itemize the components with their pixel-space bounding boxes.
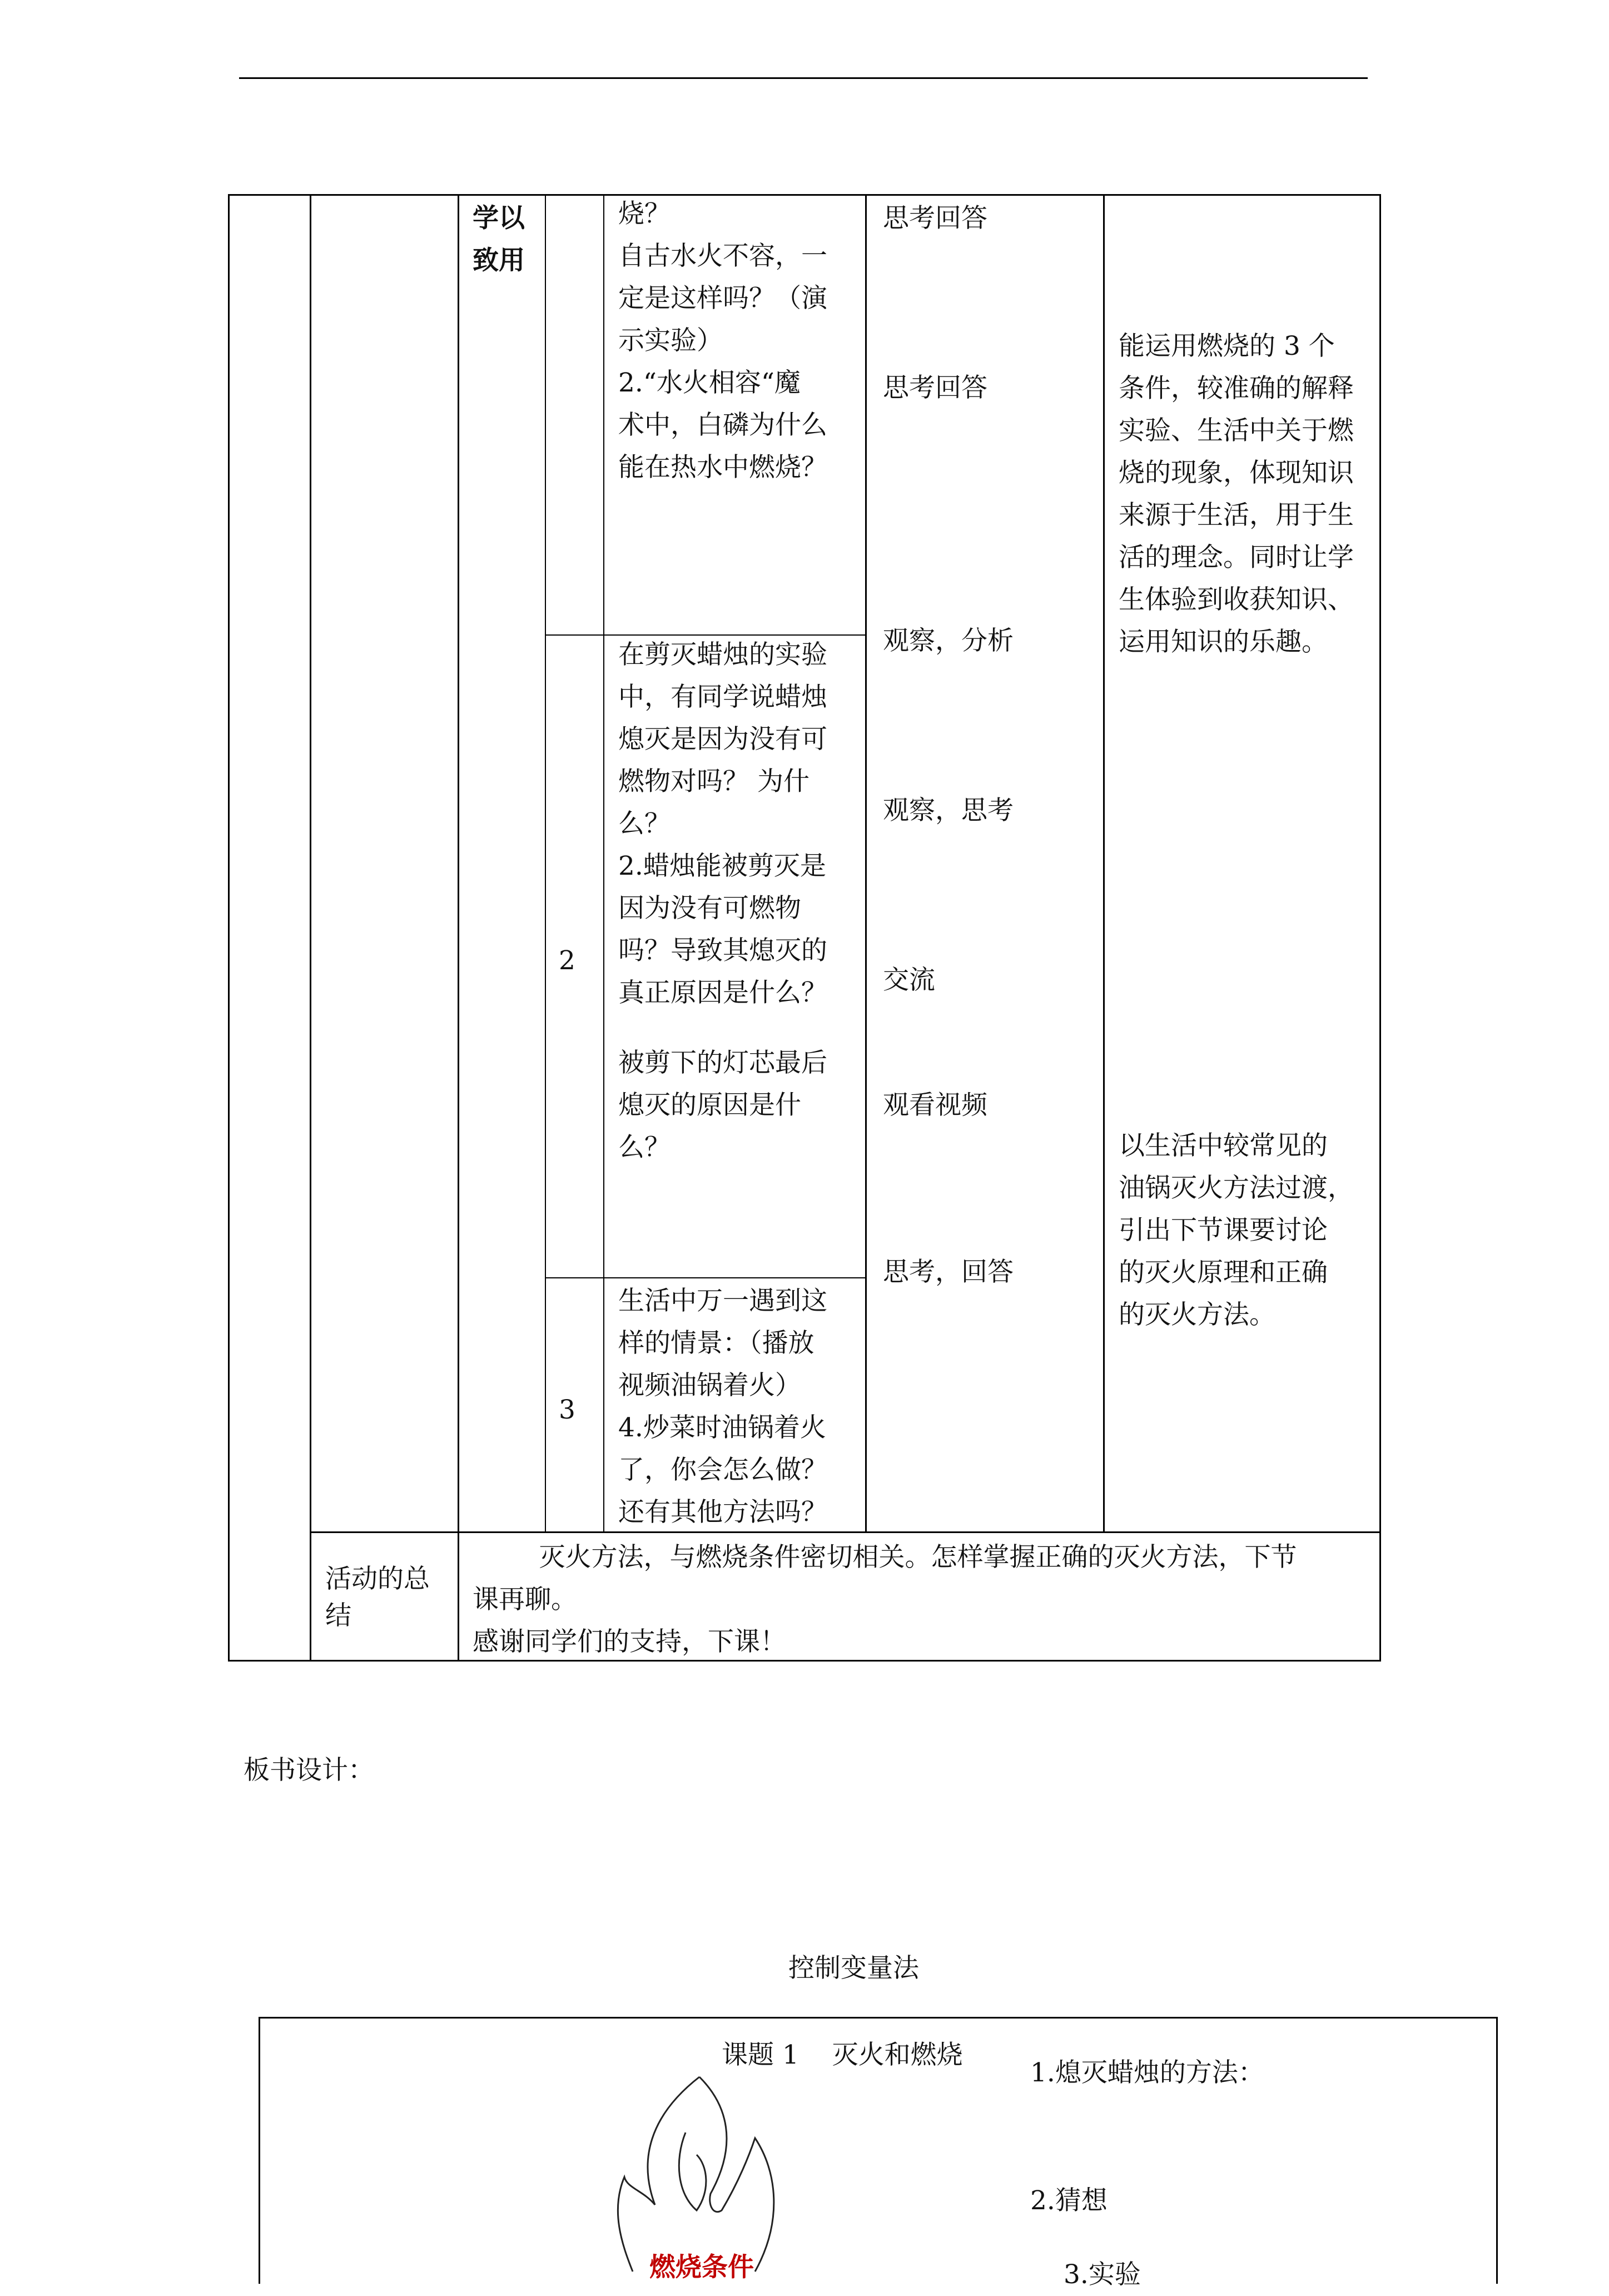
question-line: 2.“水火相容“魔 <box>618 368 801 398</box>
summary-divider <box>310 1531 1381 1533</box>
col-divider <box>1103 194 1105 1533</box>
intent-line: 运用知识的乐趣。 <box>1119 627 1328 657</box>
row-number: 3 <box>559 1395 575 1425</box>
intent-line: 油锅灭火方法过渡， <box>1119 1173 1354 1203</box>
student-activity: 观察，思考 <box>883 795 1014 826</box>
question-line: 术中，白磷为什么 <box>618 410 827 440</box>
question-line: 了，你会怎么做？ <box>618 1455 827 1485</box>
design-intent <box>1119 1125 1354 1336</box>
summary-label-line: 结 <box>325 1600 351 1631</box>
row-number: 2 <box>559 945 575 976</box>
method-title: 控制变量法 <box>788 1953 919 1983</box>
lesson-title: 课题 1 灭火和燃烧 <box>722 2040 963 2070</box>
row-divider <box>545 1277 865 1278</box>
question-line: 中，有同学说蜡烛 <box>618 682 827 712</box>
intent-line: 条件，较准确的解释 <box>1119 373 1354 404</box>
question-line: 样的情景：（播放 <box>618 1328 815 1358</box>
student-activity: 思考回答 <box>883 373 987 403</box>
question-line: 能在热水中燃烧？ <box>618 452 827 483</box>
question-line: 吗？导致其熄灭的 <box>618 935 827 966</box>
intent-line: 实验、生活中关于燃 <box>1119 415 1354 446</box>
col-divider <box>310 194 311 1662</box>
question-line: 2.蜡烛能被剪灭是 <box>618 851 826 881</box>
board-item: 1.熄灭蜡烛的方法： <box>1030 2057 1264 2088</box>
question-line: 示实验） <box>618 325 723 356</box>
question-cell <box>618 193 827 489</box>
question-line: 自古水火不容，一 <box>618 241 827 271</box>
question-line: 视频油锅着火） <box>618 1370 801 1401</box>
col-divider <box>545 194 546 1533</box>
intent-line: 生体验到收获知识、 <box>1119 584 1354 615</box>
student-activity: 思考回答 <box>883 203 987 234</box>
intent-line: 能运用燃烧的 3 个 <box>1119 331 1335 361</box>
blackboard-layout <box>259 2017 1498 2290</box>
question-line: 烧？ <box>618 199 671 229</box>
intent-line: 引出下节课要讨论 <box>1119 1215 1328 1246</box>
stage-label-line: 致用 <box>473 245 525 276</box>
student-activity: 思考，回答 <box>883 1257 1014 1287</box>
question-line <box>618 1014 827 1042</box>
question-line: 么？ <box>618 809 671 839</box>
design-intent <box>1119 325 1354 663</box>
question-line: 真正原因是什么？ <box>618 978 827 1008</box>
col-divider <box>228 194 230 1662</box>
question-line: 熄灭的原因是什 <box>618 1090 801 1120</box>
header-rule <box>239 77 1368 79</box>
summary-text-line: 感谢同学们的支持，下课！ <box>473 1626 786 1657</box>
intent-line: 的灭火原理和正确 <box>1119 1257 1328 1288</box>
col-divider <box>865 194 867 1533</box>
summary-text-line: 灭火方法，与燃烧条件密切相关。怎样掌握正确的灭火方法，下节 <box>473 1542 1297 1573</box>
board-item: 2.猜想 <box>1030 2185 1108 2216</box>
intent-line: 以生活中较常见的 <box>1119 1130 1328 1161</box>
board-design-label: 板书设计： <box>244 1755 374 1786</box>
intent-line: 活的理念。同时让学 <box>1119 542 1354 573</box>
table-bottom-border <box>228 1660 1381 1662</box>
student-activity: 交流 <box>883 965 935 995</box>
col-divider <box>603 194 604 1533</box>
question-line: 4.炒菜时油锅着火 <box>618 1412 826 1443</box>
question-line: 因为没有可燃物 <box>618 893 801 924</box>
question-line: 燃物对吗？ 为什 <box>618 766 810 797</box>
board-item: 3.实验 <box>1064 2259 1141 2290</box>
stage-label-line: 学以 <box>473 203 525 234</box>
question-line: 在剪灭蜡烛的实验 <box>618 639 827 670</box>
question-cell <box>618 634 827 1169</box>
question-line: 生活中万一遇到这 <box>618 1286 827 1316</box>
intent-line: 烧的现象，体现知识 <box>1119 458 1354 488</box>
col-divider <box>458 194 459 1662</box>
student-activity: 观察，分析 <box>883 626 1014 656</box>
col-divider <box>1379 194 1381 1662</box>
question-line: 定是这样吗？（演 <box>618 283 827 314</box>
intent-line: 的灭火方法。 <box>1119 1300 1275 1330</box>
summary-label-line: 活动的总 <box>325 1564 430 1594</box>
question-line: 么？ <box>618 1132 671 1163</box>
student-activity: 观看视频 <box>883 1090 987 1120</box>
question-line: 熄灭是因为没有可 <box>618 724 827 755</box>
question-line: 还有其他方法吗？ <box>618 1497 827 1528</box>
flame-label: 燃烧条件 <box>649 2252 754 2283</box>
question-line: 被剪下的灯芯最后 <box>618 1048 827 1078</box>
intent-line: 来源于生活，用于生 <box>1119 500 1354 530</box>
question-cell <box>618 1280 827 1534</box>
summary-text-line: 课再聊。 <box>473 1584 577 1615</box>
